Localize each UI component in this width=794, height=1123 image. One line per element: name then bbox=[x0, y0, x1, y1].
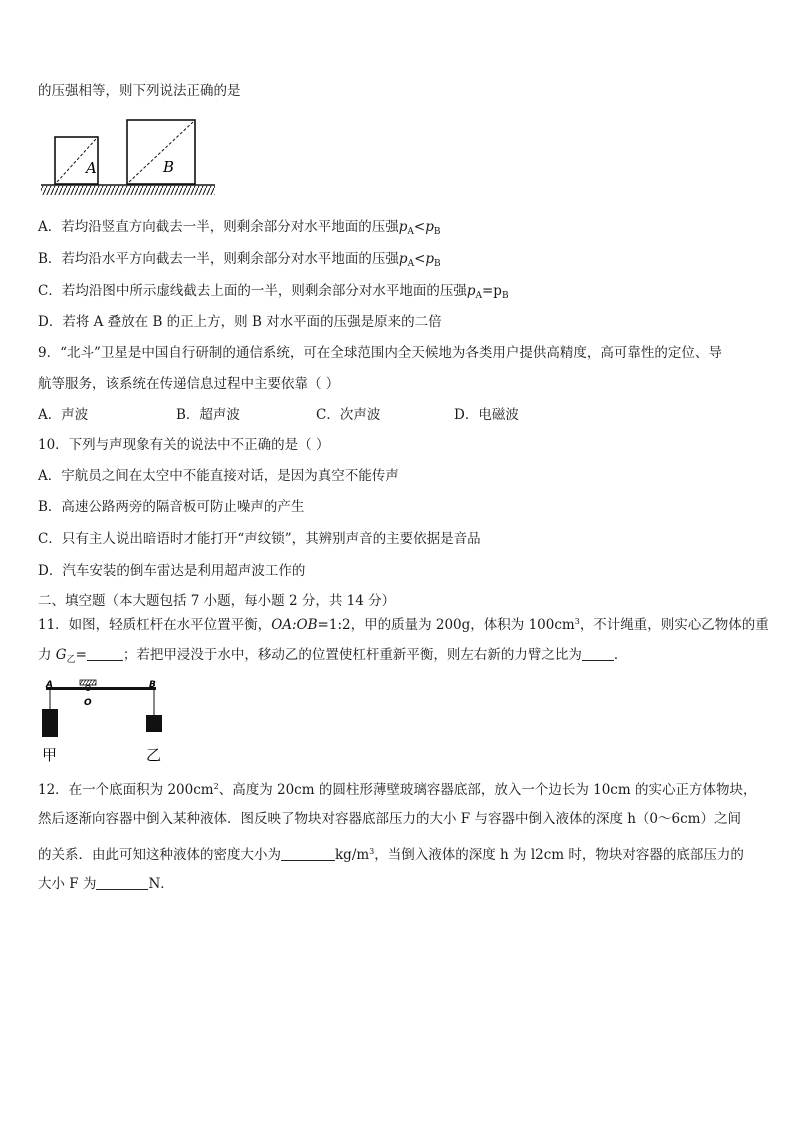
intro-line: 的压强相等，则下列说法正确的是 bbox=[38, 83, 241, 99]
q10-option-d: D．汽车安装的倒车雷达是利用超声波工作的 bbox=[38, 563, 306, 579]
q9-line1: 9．“北斗”卫星是中国自行研制的通信系统，可在全球范围内全天候地为各类用户提供高精度，高可靠性的定位、导 bbox=[38, 345, 722, 361]
q11-line2: 力 $G_乙=$ ；若把甲浸没于水中，移动乙的位置使杠杆重新平衡，则左右新的力臂之比为 ． bbox=[38, 647, 628, 665]
q8-option-c: C．若均沿图中所示虚线截去上面的一半，则剩余部分对水平地面的压强$p_A=p_B$ bbox=[38, 283, 509, 301]
ceiling-support bbox=[80, 680, 96, 685]
q8-option-b: B．若均沿水平方向截去一半，则剩余部分对水平地面的压强$p_A<p_B$ bbox=[38, 251, 441, 269]
ground-hatch bbox=[41, 186, 215, 195]
figure-lever bbox=[36, 678, 176, 768]
q12-blank-2[interactable] bbox=[96, 876, 148, 890]
point-a-label: A bbox=[46, 680, 53, 690]
q10-option-c: C．只有主人说出暗语时才能打开“声纹锁”，其辨别声音的主要依据是音品 bbox=[38, 531, 481, 547]
q11-line1: 11．如图，轻质杠杆在水平位置平衡，OA:OB=1:2，甲的质量为 200g，体积为 $100cm^3$，不计绳重，则实心乙物体的重 bbox=[38, 617, 769, 633]
q8-option-d: D．若将 A 叠放在 B 的正上方，则 B 对水平面的压强是原来的二倍 bbox=[38, 314, 442, 330]
q10-option-b: B．高速公路两旁的隔音板可防止噪声的产生 bbox=[38, 499, 305, 515]
object-jia bbox=[42, 709, 58, 737]
q12-blank-1[interactable] bbox=[281, 847, 335, 861]
q9-options bbox=[38, 406, 519, 424]
q12-line2: 然后逐渐向容器中倒入某种液体．图反映了物块对容器底部压力的大小 F 与容器中倒入液体的深度 h（0～6cm）之间 bbox=[38, 811, 741, 827]
figure-blocks bbox=[38, 116, 218, 202]
q9-line2: 航等服务，该系统在传递信息过程中主要依靠（ ） bbox=[38, 376, 340, 392]
q11-blank-2[interactable] bbox=[582, 647, 614, 661]
q8-option-a: A．若均沿竖直方向截去一半，则剩余部分对水平地面的压强$p_A<p_B$ bbox=[38, 219, 441, 237]
q9-option-c: C．次声波 bbox=[316, 407, 381, 423]
point-o-label: O bbox=[84, 698, 92, 708]
q11-blank-1[interactable] bbox=[87, 647, 123, 661]
q12-line1: 12．在一个底面积为 $200cm^2$、高度为 20cm 的圆柱形薄壁玻璃容器底部，放入一个边长为 10cm 的实心正方体物块， bbox=[38, 782, 757, 798]
q9-option-a: A．声波 bbox=[38, 407, 89, 423]
point-b-label: B bbox=[149, 680, 156, 690]
q9-option-d: D．电磁波 bbox=[454, 407, 519, 423]
q10-stem: 10．下列与声现象有关的说法中不正确的是（ ） bbox=[38, 437, 330, 453]
object-yi bbox=[146, 715, 162, 732]
block-b-label: B bbox=[163, 158, 175, 176]
q12-line4: 大小 F 为 N． bbox=[38, 876, 174, 892]
q9-option-b: B．超声波 bbox=[176, 407, 240, 423]
lever-bar bbox=[46, 687, 156, 690]
label-yi: 乙 bbox=[146, 746, 162, 764]
section-heading: 二、填空题（本大题包括 7 小题，每小题 2 分，共 14 分） bbox=[38, 593, 396, 609]
label-jia: 甲 bbox=[42, 746, 58, 764]
q10-option-a: A．宇航员之间在太空中不能直接对话，是因为真空不能传声 bbox=[38, 468, 399, 484]
block-a-label: A bbox=[86, 159, 97, 177]
q12-line3: 的关系．由此可知这种液体的密度大小为 $kg/m^3$，当倒入液体的深度 h 为 l2cm 时，物块对容器的底部压力的 bbox=[38, 847, 744, 863]
